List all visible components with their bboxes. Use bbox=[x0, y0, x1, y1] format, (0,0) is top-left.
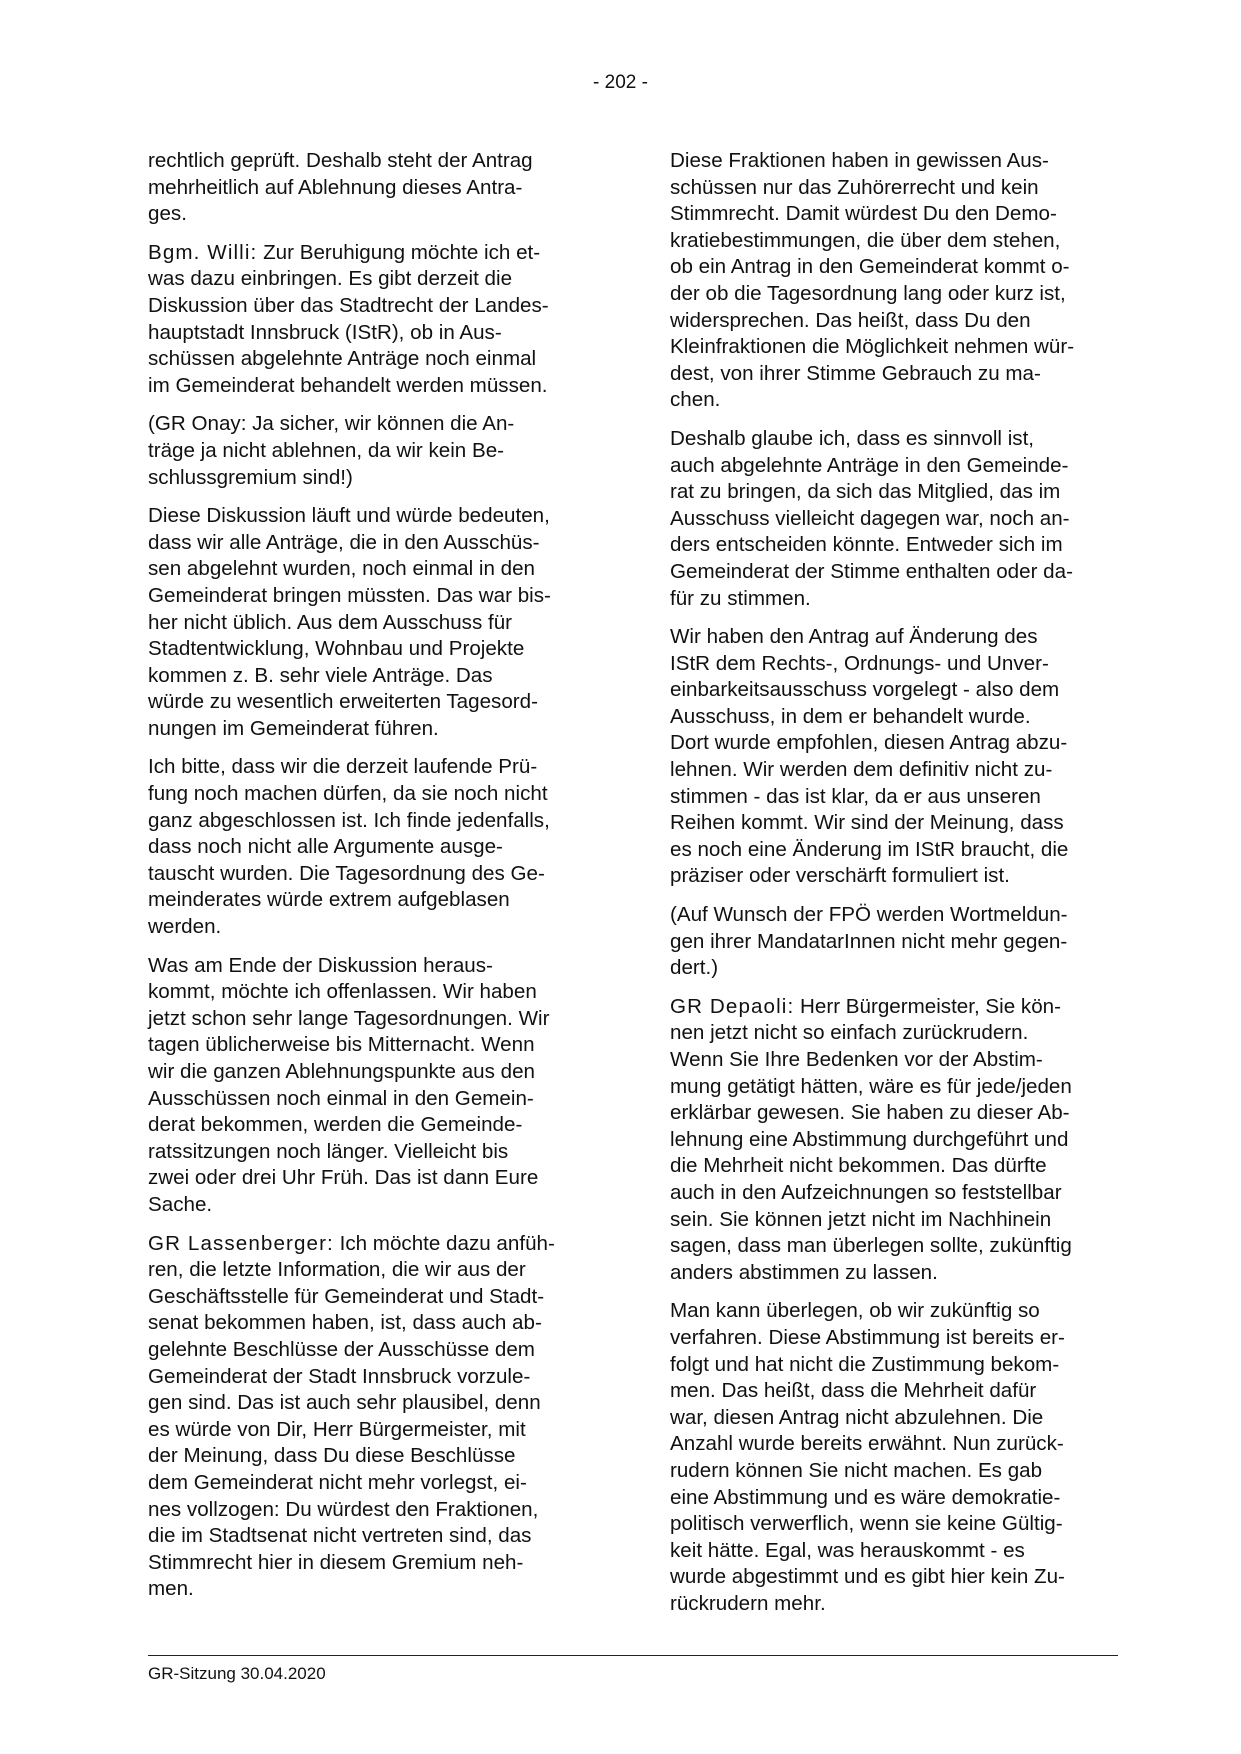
text-line: Herr Bürgermeister, Sie kön- bbox=[800, 994, 1061, 1018]
text-line: wurde abgestimmt und es gibt hier kein Zu- bbox=[670, 1565, 1065, 1589]
text-line: men. bbox=[148, 1577, 194, 1601]
text-line: im Gemeinderat behandelt werden müssen. bbox=[148, 373, 548, 397]
text-line: mehrheitlich auf Ablehnung dieses Antra- bbox=[148, 175, 523, 199]
paragraph bbox=[148, 411, 596, 491]
paragraph bbox=[148, 240, 596, 400]
text-line: präziser oder verschärft formuliert ist. bbox=[670, 864, 1010, 888]
text-line: Ausschuss, in dem er behandelt wurde. bbox=[670, 704, 1031, 728]
text-line: Stimmrecht hier in diesem Gremium neh- bbox=[148, 1550, 524, 1574]
text-line: hauptstadt Innsbruck (IStR), ob in Aus- bbox=[148, 320, 502, 344]
text-line: der ob die Tagesordnung lang oder kurz ist, bbox=[670, 281, 1066, 305]
text-line: schlussgremium sind!) bbox=[148, 465, 353, 489]
text-line: kommt, möchte ich offenlassen. Wir haben bbox=[148, 980, 537, 1004]
page-number: - 202 - bbox=[593, 72, 648, 93]
text-line: Reihen kommt. Wir sind der Meinung, dass bbox=[670, 811, 1064, 835]
text-line: nen jetzt nicht so einfach zurückrudern. bbox=[670, 1021, 1029, 1045]
text-line: auch in den Aufzeichnungen so feststellbar bbox=[670, 1180, 1062, 1204]
text-line: jetzt schon sehr lange Tagesordnungen. Wir bbox=[148, 1006, 550, 1030]
text-line: Ausschüssen noch einmal in den Gemein- bbox=[148, 1086, 534, 1110]
text-line: kratiebestimmungen, die über dem stehen, bbox=[670, 228, 1061, 252]
speaker-name: Bgm. Willi: bbox=[148, 240, 258, 264]
footer-session-date: GR-Sitzung 30.04.2020 bbox=[148, 1664, 326, 1683]
text-line: Stadtentwicklung, Wohnbau und Projekte bbox=[148, 637, 525, 661]
text-line: lehnen. Wir werden dem definitiv nicht zu- bbox=[670, 758, 1053, 782]
text-line: sen abgelehnt wurden, noch einmal in den bbox=[148, 557, 535, 581]
text-line: die im Stadtsenat nicht vertreten sind, das bbox=[148, 1524, 532, 1548]
text-line: Diese Diskussion läuft und würde bedeuten, bbox=[148, 504, 550, 528]
text-line: dest, von ihrer Stimme Gebrauch zu ma- bbox=[670, 361, 1041, 385]
text-line: ders entscheiden könnte. Entweder sich im bbox=[670, 533, 1063, 557]
paragraph bbox=[670, 902, 1118, 982]
text-line: Sache. bbox=[148, 1192, 213, 1216]
text-line: dass noch nicht alle Argumente ausge- bbox=[148, 835, 503, 859]
text-line: Geschäftsstelle für Gemeinderat und Stadt- bbox=[148, 1284, 545, 1308]
text-line: mung getätigt hätten, wäre es für jede/jeden bbox=[670, 1074, 1072, 1098]
text-line: Ausschuss vielleicht dagegen war, noch an- bbox=[670, 506, 1070, 530]
text-line: dem Gemeinderat nicht mehr vorlegst, ei- bbox=[148, 1470, 527, 1494]
right-column bbox=[670, 148, 1118, 1629]
text-line: sagen, dass man überlegen sollte, zukünftig bbox=[670, 1234, 1072, 1258]
text-line: folgt und hat nicht die Zustimmung bekom- bbox=[670, 1352, 1060, 1376]
text-line: Ich möchte dazu anfüh- bbox=[339, 1231, 555, 1255]
paragraph bbox=[670, 1298, 1118, 1617]
text-line: Ich bitte, dass wir die derzeit laufende Prü- bbox=[148, 755, 538, 779]
paragraph bbox=[670, 994, 1118, 1287]
text-line: rudern können Sie nicht machen. Es gab bbox=[670, 1458, 1043, 1482]
text-line: Deshalb glaube ich, dass es sinnvoll ist, bbox=[670, 426, 1035, 450]
paragraph bbox=[670, 624, 1118, 890]
paragraph bbox=[148, 503, 596, 742]
text-line: einbarkeitsausschuss vorgelegt - also dem bbox=[670, 678, 1060, 702]
text-line: rat zu bringen, da sich das Mitglied, das im bbox=[670, 480, 1061, 504]
text-line: Diskussion über das Stadtrecht der Landes- bbox=[148, 293, 549, 317]
text-line: ganz abgeschlossen ist. Ich finde jedenfalls, bbox=[148, 808, 550, 832]
text-line: es noch eine Änderung im IStR braucht, die bbox=[670, 837, 1069, 861]
text-line: keit hätte. Egal, was herauskommt - es bbox=[670, 1538, 1025, 1562]
text-line: Wir haben den Antrag auf Änderung des bbox=[670, 625, 1038, 649]
text-line: Gemeinderat der Stimme enthalten oder da- bbox=[670, 559, 1073, 583]
text-line: erklärbar gewesen. Sie haben zu dieser Ab- bbox=[670, 1101, 1070, 1125]
text-line: Man kann überlegen, ob wir zukünftig so bbox=[670, 1299, 1040, 1323]
paragraph bbox=[148, 953, 596, 1219]
text-line: werden. bbox=[148, 915, 222, 939]
paragraph bbox=[148, 1231, 596, 1603]
text-line: anders abstimmen zu lassen. bbox=[670, 1260, 938, 1284]
text-line: stimmen - das ist klar, da er aus unseren bbox=[670, 784, 1041, 808]
text-line: gen sind. Das ist auch sehr plausibel, denn bbox=[148, 1391, 541, 1415]
text-line: eine Abstimmung und es wäre demokratie- bbox=[670, 1485, 1061, 1509]
text-line: Was am Ende der Diskussion heraus- bbox=[148, 953, 493, 977]
text-line: ren, die letzte Information, die wir aus der bbox=[148, 1258, 526, 1282]
text-line: her nicht üblich. Aus dem Ausschuss für bbox=[148, 610, 513, 634]
text-line: es würde von Dir, Herr Bürgermeister, mit bbox=[148, 1417, 526, 1441]
text-line: nungen im Gemeinderat führen. bbox=[148, 716, 439, 740]
text-line: ob ein Antrag in den Gemeinderat kommt o- bbox=[670, 255, 1070, 279]
text-line: der Meinung, dass Du diese Beschlüsse bbox=[148, 1444, 516, 1468]
text-line: (GR Onay: Ja sicher, wir können die An- bbox=[148, 412, 515, 436]
text-line: dert.) bbox=[670, 956, 719, 980]
text-line: IStR dem Rechts-, Ordnungs- und Unver- bbox=[670, 651, 1049, 675]
text-line: Gemeinderat bringen müssten. Das war bis- bbox=[148, 583, 551, 607]
text-line: verfahren. Diese Abstimmung ist bereits er- bbox=[670, 1325, 1065, 1349]
text-line: nes vollzogen: Du würdest den Fraktionen, bbox=[148, 1497, 539, 1521]
text-line: lehnung eine Abstimmung durchgeführt und bbox=[670, 1127, 1069, 1151]
left-column bbox=[148, 148, 596, 1615]
text-line: Wenn Sie Ihre Bedenken vor der Abstim- bbox=[670, 1048, 1043, 1071]
paragraph bbox=[148, 754, 596, 940]
text-line: ratssitzungen noch länger. Vielleicht bis bbox=[148, 1139, 509, 1163]
text-line: senat bekommen haben, ist, dass auch ab- bbox=[148, 1311, 542, 1335]
text-line: (Auf Wunsch der FPÖ werden Wortmeldun- bbox=[670, 903, 1068, 927]
text-line: Anzahl wurde bereits erwähnt. Nun zurück- bbox=[670, 1432, 1064, 1456]
text-line: rechtlich geprüft. Deshalb steht der Antrag bbox=[148, 149, 533, 172]
text-line: auch abgelehnte Anträge in den Gemeinde- bbox=[670, 453, 1069, 477]
text-line: Gemeinderat der Stadt Innsbruck vorzule- bbox=[148, 1364, 531, 1388]
text-line: würde zu wesentlich erweiterten Tagesord- bbox=[148, 690, 538, 714]
speaker-name: GR Lassenberger: bbox=[148, 1231, 334, 1255]
text-line: derat bekommen, werden die Gemeinde- bbox=[148, 1113, 523, 1137]
text-line: meinderates würde extrem aufgeblasen bbox=[148, 888, 510, 912]
text-line: Stimmrecht. Damit würdest Du den Demo- bbox=[670, 202, 1057, 226]
text-line: politisch verwerflich, wenn sie keine Gültig- bbox=[670, 1512, 1063, 1536]
speaker-name: GR Depaoli: bbox=[670, 994, 795, 1018]
text-line: die Mehrheit nicht bekommen. Das dürfte bbox=[670, 1154, 1047, 1178]
text-line: Dort wurde empfohlen, diesen Antrag abzu- bbox=[670, 731, 1068, 755]
text-line: schüssen abgelehnte Anträge noch einmal bbox=[148, 347, 537, 371]
text-line: war, diesen Antrag nicht abzulehnen. Die bbox=[670, 1405, 1044, 1429]
text-line: sein. Sie können jetzt nicht im Nachhinein bbox=[670, 1207, 1052, 1231]
text-line: zwei oder drei Uhr Früh. Das ist dann Eure bbox=[148, 1166, 539, 1190]
paragraph bbox=[670, 426, 1118, 612]
paragraph bbox=[148, 148, 596, 228]
paragraph bbox=[670, 148, 1118, 414]
text-line: Diese Fraktionen haben in gewissen Aus- bbox=[670, 149, 1049, 172]
text-line: tauscht wurden. Die Tagesordnung des Ge- bbox=[148, 861, 545, 885]
text-line: chen. bbox=[670, 388, 721, 412]
text-line: kommen z. B. sehr viele Anträge. Das bbox=[148, 663, 493, 687]
text-line: Kleinfraktionen die Möglichkeit nehmen wür- bbox=[670, 335, 1075, 359]
text-line: gelehnte Beschlüsse der Ausschüsse dem bbox=[148, 1337, 535, 1361]
text-line: widersprechen. Das heißt, dass Du den bbox=[670, 308, 1031, 332]
text-line: rückrudern mehr. bbox=[670, 1591, 826, 1615]
text-line: dass wir alle Anträge, die in den Ausschüs- bbox=[148, 530, 540, 554]
footer-divider bbox=[148, 1655, 1118, 1656]
text-line: tagen üblicherweise bis Mitternacht. Wenn bbox=[148, 1033, 535, 1057]
text-line: Zur Beruhigung möchte ich et- bbox=[263, 240, 541, 264]
text-line: träge ja nicht ablehnen, da wir kein Be- bbox=[148, 438, 505, 462]
text-line: wir die ganzen Ablehnungspunkte aus den bbox=[148, 1060, 535, 1083]
text-line: men. Das heißt, dass die Mehrheit dafür bbox=[670, 1379, 1037, 1403]
text-line: gen ihrer MandatarInnen nicht mehr gegen- bbox=[670, 929, 1068, 953]
text-line: schüssen nur das Zuhörerrecht und kein bbox=[670, 175, 1039, 199]
text-line: fung noch machen dürfen, da sie noch nicht bbox=[148, 782, 548, 806]
text-line: für zu stimmen. bbox=[670, 586, 811, 610]
text-line: ges. bbox=[148, 202, 187, 226]
text-line: was dazu einbringen. Es gibt derzeit die bbox=[148, 267, 513, 291]
